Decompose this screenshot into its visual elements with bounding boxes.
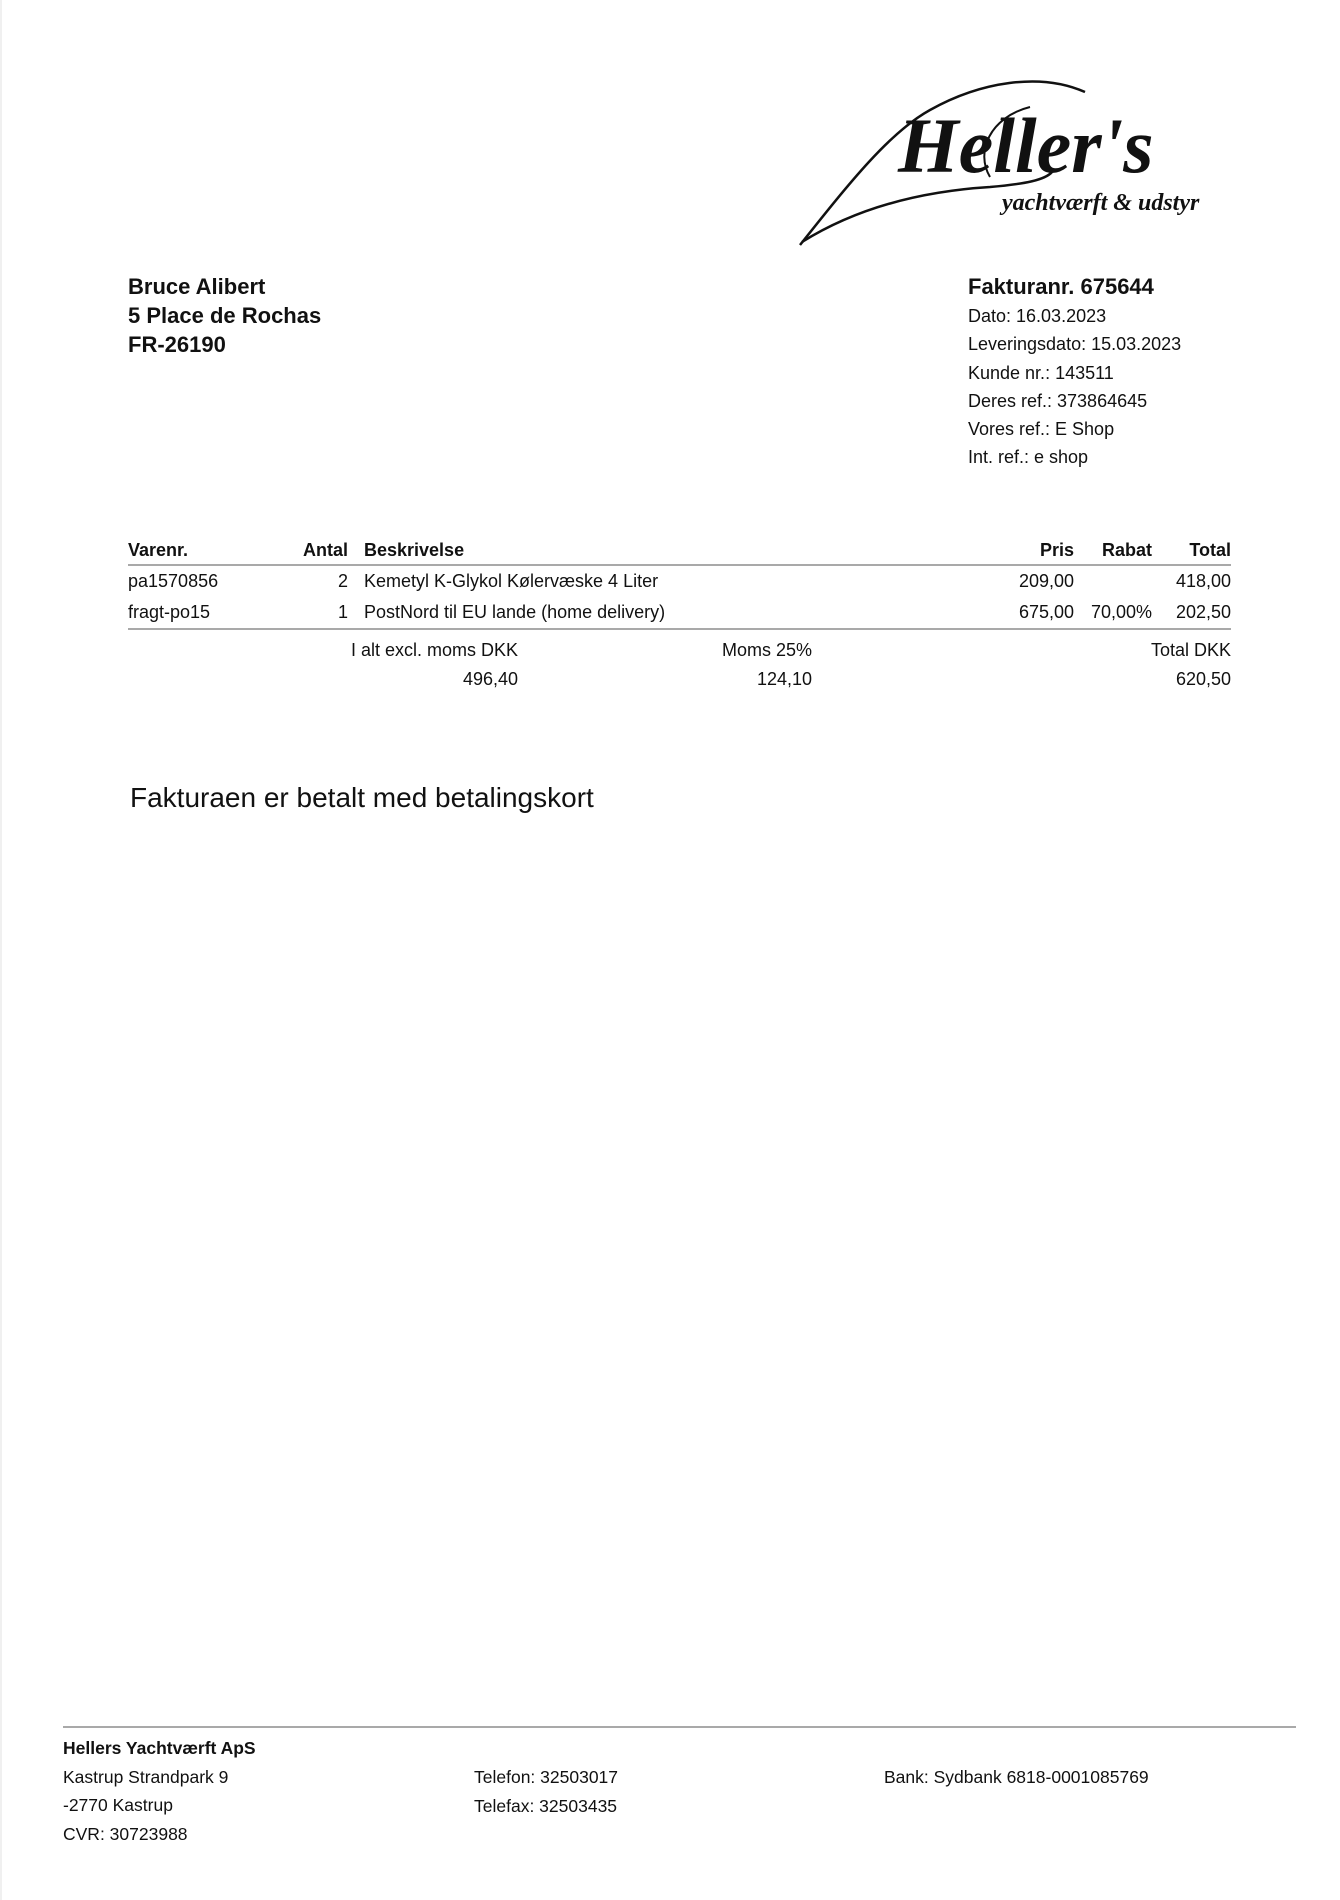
- item-beskrivelse: Kemetyl K-Glykol Kølervæske 4 Liter: [364, 571, 659, 591]
- customer-postal: FR-26190: [128, 332, 226, 357]
- header-varenr: Varenr.: [128, 540, 189, 560]
- footer-divider: [63, 1726, 1296, 1728]
- delivery-date: Leveringsdato: 15.03.2023: [968, 334, 1182, 355]
- vat-amount: [722, 636, 812, 694]
- invoice-meta: [968, 272, 1181, 472]
- item-antal: 1: [337, 602, 348, 622]
- logo-brand: Heller's: [898, 102, 1154, 189]
- header-beskrivelse: Beskrivelse: [364, 540, 465, 560]
- table-header: [128, 536, 1231, 566]
- footer-fax: Telefax: 32503435: [474, 1795, 618, 1816]
- their-reference: Deres ref.: 373864645: [968, 390, 1148, 411]
- page-edge: [0, 0, 2, 1900]
- footer-city: -2770 Kastrup: [63, 1795, 173, 1815]
- company-logo: [790, 62, 1235, 247]
- customer-address: [128, 272, 321, 359]
- vat-label: Moms 25%: [721, 640, 812, 660]
- subtotal-value: 496,40: [462, 669, 518, 689]
- invoice-number: Fakturanr. 675644: [968, 274, 1154, 299]
- item-pris: 675,00: [1018, 602, 1074, 622]
- footer-contact: [474, 1763, 618, 1820]
- logo-tagline: yachtværft & udstyr: [1002, 190, 1200, 216]
- customer-street: 5 Place de Rochas: [128, 303, 322, 328]
- our-reference: Vores ref.: E Shop: [968, 419, 1115, 440]
- subtotal-excl-vat: [351, 636, 518, 694]
- table-row: [128, 566, 1231, 597]
- vat-value: 124,10: [756, 669, 812, 689]
- table-row: [128, 597, 1231, 630]
- footer-bank: [884, 1763, 1149, 1792]
- subtotal-label: I alt excl. moms DKK: [350, 640, 518, 660]
- item-varenr: pa1570856: [128, 571, 219, 591]
- item-beskrivelse: PostNord til EU lande (home delivery): [364, 602, 666, 622]
- item-varenr: fragt-po15: [128, 602, 211, 622]
- header-total: Total: [1189, 540, 1231, 560]
- footer-company-info: [63, 1734, 256, 1848]
- grand-total: [1151, 636, 1231, 694]
- customer-number: Kunde nr.: 143511: [968, 362, 1114, 383]
- item-total: 418,00: [1175, 571, 1231, 591]
- footer-bank-account: Bank: Sydbank 6818-0001085769: [884, 1767, 1149, 1787]
- grand-total-label: Total DKK: [1150, 640, 1231, 660]
- footer-phone: Telefon: 32503017: [474, 1767, 619, 1787]
- sail-swoosh-icon: [790, 62, 1235, 247]
- items-table: [128, 536, 1231, 630]
- totals-section: [128, 636, 1231, 696]
- internal-reference: Int. ref.: e shop: [968, 447, 1089, 468]
- footer-street: Kastrup Strandpark 9: [63, 1766, 229, 1787]
- header-rabat: Rabat: [1101, 540, 1152, 560]
- customer-name: Bruce Alibert: [128, 274, 266, 299]
- payment-note: Fakturaen er betalt med betalingskort: [130, 782, 594, 813]
- footer-cvr: CVR: 30723988: [63, 1823, 188, 1844]
- item-antal: 2: [337, 571, 348, 591]
- item-rabat: 70,00%: [1090, 602, 1152, 622]
- item-total: 202,50: [1175, 602, 1231, 622]
- invoice-date: Dato: 16.03.2023: [968, 306, 1107, 326]
- header-pris: Pris: [1039, 540, 1074, 560]
- header-antal: Antal: [303, 540, 348, 560]
- grand-total-value: 620,50: [1175, 669, 1231, 689]
- item-pris: 209,00: [1018, 571, 1074, 591]
- footer-company-name: Hellers Yachtværft ApS: [63, 1738, 256, 1758]
